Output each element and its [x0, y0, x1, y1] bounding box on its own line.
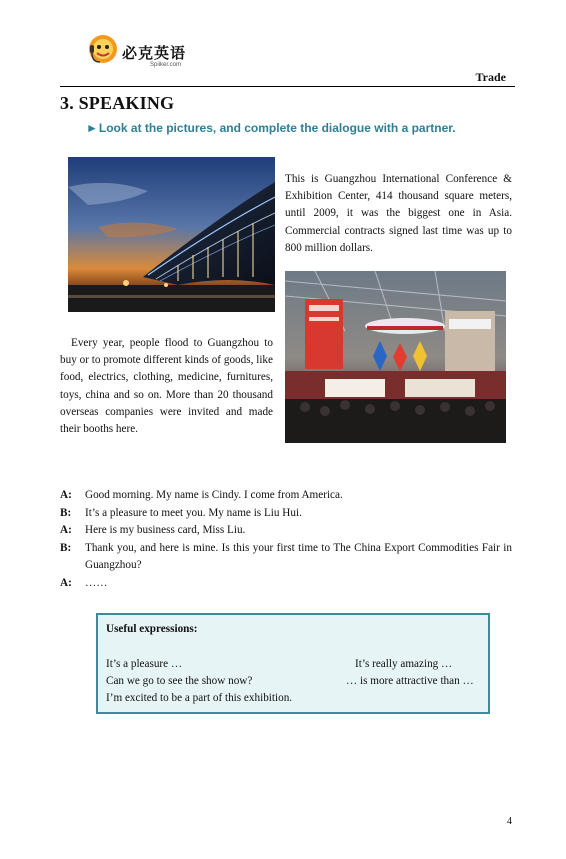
instruction [86, 121, 456, 135]
expression-item: … is more attractive than … [346, 675, 474, 687]
visitors-description: Every year, people flood to Guangzhou to buy or to promote different kinds of goods, like food, electrics, clothing, medicine, furnitures, toys, china and so on. More than 20 thousand overseas companies were invited and made their booths here. [60, 337, 273, 436]
useful-expressions-title: Useful expressions: [106, 623, 198, 635]
section-title: 3. SPEAKING [60, 93, 175, 113]
instruction-text: Look at the pictures, and complete the dialogue with a partner. [98, 121, 456, 135]
speaker-label: B: [60, 541, 72, 554]
logo-text: 必克英语 [122, 44, 187, 62]
expression-item: It’s a pleasure … [106, 658, 183, 670]
logo-icon [86, 33, 120, 67]
exhibition-center-photo [68, 157, 275, 312]
logo-subtitle: Spiiker.com [150, 62, 182, 68]
header-topic: Trade [475, 70, 506, 84]
dialogue-text: Thank you, and here is mine. Is this your first time to The China Export Commodities Fair in Guangzhou? [85, 541, 512, 572]
speaker-label: B: [60, 506, 72, 519]
dialogue-text: It’s a pleasure to meet you. My name is Liu Hui. [85, 506, 302, 519]
expression-item: Can we go to see the show now? [106, 675, 253, 687]
exhibition-booth-photo [285, 271, 506, 443]
dialogue-text: Here is my business card, Miss Liu. [85, 524, 246, 537]
useful-expressions-box [96, 613, 490, 714]
speaker-label: A: [60, 489, 72, 501]
dialogue-line [60, 505, 512, 523]
expression-item: I’m excited to be a part of this exhibition. [106, 692, 293, 704]
dialogue-text: Good morning. My name is Cindy. I come from America. [85, 489, 343, 501]
page-number: 4 [507, 816, 512, 827]
header-divider [60, 86, 515, 87]
speaker-label: A: [60, 524, 72, 537]
speaker-label: A: [60, 576, 72, 589]
dialogue-line [60, 487, 512, 505]
dialogue [60, 487, 512, 593]
dialogue-line [60, 575, 512, 593]
dialogue-line [60, 540, 512, 575]
dialogue-line [60, 522, 512, 540]
dialogue-text: …… [85, 576, 108, 589]
exhibition-center-description: This is Guangzhou International Conference & Exhibition Center, 414 thousand square meters, until 2009, it was the biggest one in Asia. Commercial contracts signed last time was up to 800 million dollars. [285, 173, 512, 254]
instruction-arrow-icon: ► [86, 121, 98, 135]
expression-item: It’s really amazing … [355, 658, 453, 670]
